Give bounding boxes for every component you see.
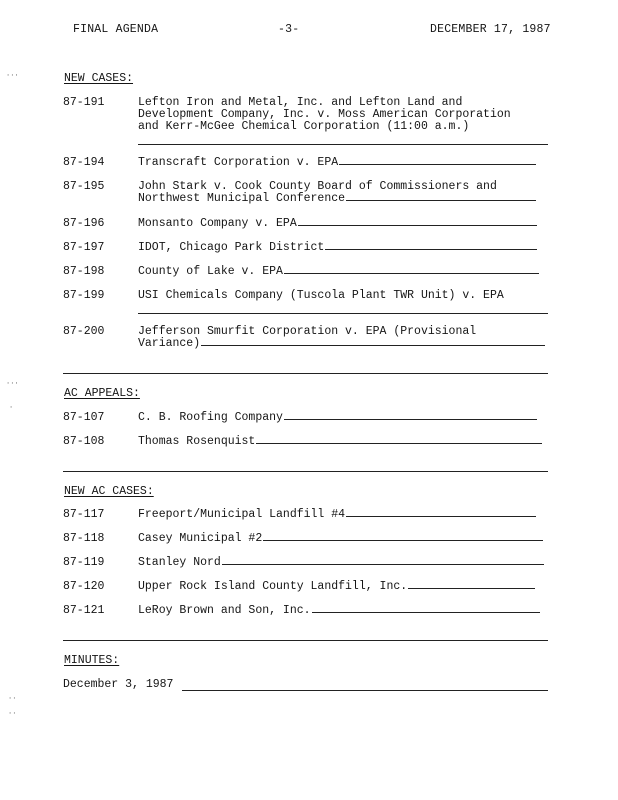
case-title: Casey Municipal #2	[138, 532, 263, 545]
case-title: Monsanto Company v. EPA	[138, 217, 297, 230]
fill-line	[325, 248, 537, 250]
case-number: 87-196	[63, 217, 105, 230]
ac-appeals-heading: AC APPEALS:	[64, 387, 140, 400]
case-number: 87-119	[63, 556, 105, 569]
case-description	[138, 557, 548, 569]
case-description	[138, 218, 548, 230]
fill-line	[339, 163, 536, 165]
case-description	[138, 509, 548, 521]
case-description-line: Lefton Iron and Metal, Inc. and Lefton Land and	[138, 96, 463, 109]
case-description	[138, 605, 548, 617]
case-description-line: Northwest Municipal Conference	[138, 192, 346, 205]
fill-line	[263, 539, 543, 541]
case-number: 87-191	[63, 96, 105, 109]
case-description	[138, 581, 548, 593]
case-number: 87-200	[63, 325, 105, 338]
fill-line	[182, 690, 548, 691]
case-title: Freeport/Municipal Landfill #4	[138, 508, 346, 521]
case-number: 87-195	[63, 180, 105, 193]
fill-line	[346, 199, 536, 201]
case-description	[138, 326, 548, 350]
case-title: County of Lake v. EPA	[138, 265, 283, 278]
page-number: -3-	[278, 23, 300, 36]
minutes-entry: December 3, 1987	[63, 678, 174, 691]
scan-speck: ··	[8, 695, 17, 703]
case-description	[138, 157, 548, 169]
minutes-heading: MINUTES:	[64, 654, 120, 667]
case-description	[138, 412, 548, 424]
fill-line	[408, 587, 535, 589]
new-cases-heading: NEW CASES:	[64, 72, 134, 85]
case-number: 87-194	[63, 156, 105, 169]
scan-speck: ···	[6, 380, 19, 388]
signature-line	[138, 144, 548, 145]
fill-line	[312, 611, 540, 613]
fill-line	[201, 344, 545, 346]
case-title: Upper Rock Island County Landfill, Inc.	[138, 580, 408, 593]
case-description-line: John Stark v. Cook County Board of Commissioners and	[138, 180, 497, 193]
new-ac-cases-heading: NEW AC CASES:	[64, 485, 154, 498]
fill-line	[256, 442, 542, 444]
section-divider	[63, 640, 548, 641]
case-number: 87-117	[63, 508, 105, 521]
case-number: 87-120	[63, 580, 105, 593]
fill-line	[222, 563, 544, 565]
case-number: 87-108	[63, 435, 105, 448]
case-title: LeRoy Brown and Son, Inc.	[138, 604, 311, 617]
scan-speck: ·	[9, 404, 14, 412]
case-title: Thomas Rosenquist	[138, 435, 256, 448]
fill-line	[298, 224, 537, 226]
case-title: IDOT, Chicago Park District	[138, 241, 325, 254]
agenda-title: FINAL AGENDA	[73, 23, 159, 36]
section-divider	[63, 471, 548, 472]
case-description	[138, 242, 548, 254]
case-number: 87-121	[63, 604, 105, 617]
case-description-line: Variance)	[138, 337, 201, 350]
case-description-line: Development Company, Inc. v. Moss American Corporation	[138, 108, 511, 121]
case-description	[138, 266, 548, 278]
case-title: Transcraft Corporation v. EPA	[138, 156, 339, 169]
scan-speck: ··	[8, 710, 17, 718]
signature-line	[138, 313, 548, 314]
case-description	[138, 436, 548, 448]
case-description: USI Chemicals Company (Tuscola Plant TWR Unit) v. EPA	[138, 289, 504, 302]
section-divider	[63, 373, 548, 374]
fill-line	[284, 418, 537, 420]
case-number: 87-118	[63, 532, 105, 545]
case-description	[138, 97, 548, 133]
case-description-line: and Kerr-McGee Chemical Corporation (11:00 a.m.)	[138, 120, 470, 133]
case-title: Stanley Nord	[138, 556, 221, 569]
case-description-line: Jefferson Smurfit Corporation v. EPA (Provisional	[138, 325, 477, 338]
agenda-date: DECEMBER 17, 1987	[430, 23, 551, 36]
fill-line	[284, 272, 539, 274]
case-number: 87-199	[63, 289, 105, 302]
case-description	[138, 533, 548, 545]
case-title: C. B. Roofing Company	[138, 411, 283, 424]
scan-speck: ···	[6, 72, 19, 80]
case-number: 87-107	[63, 411, 105, 424]
case-number: 87-198	[63, 265, 105, 278]
case-number: 87-197	[63, 241, 105, 254]
fill-line	[346, 515, 536, 517]
case-description	[138, 181, 548, 205]
